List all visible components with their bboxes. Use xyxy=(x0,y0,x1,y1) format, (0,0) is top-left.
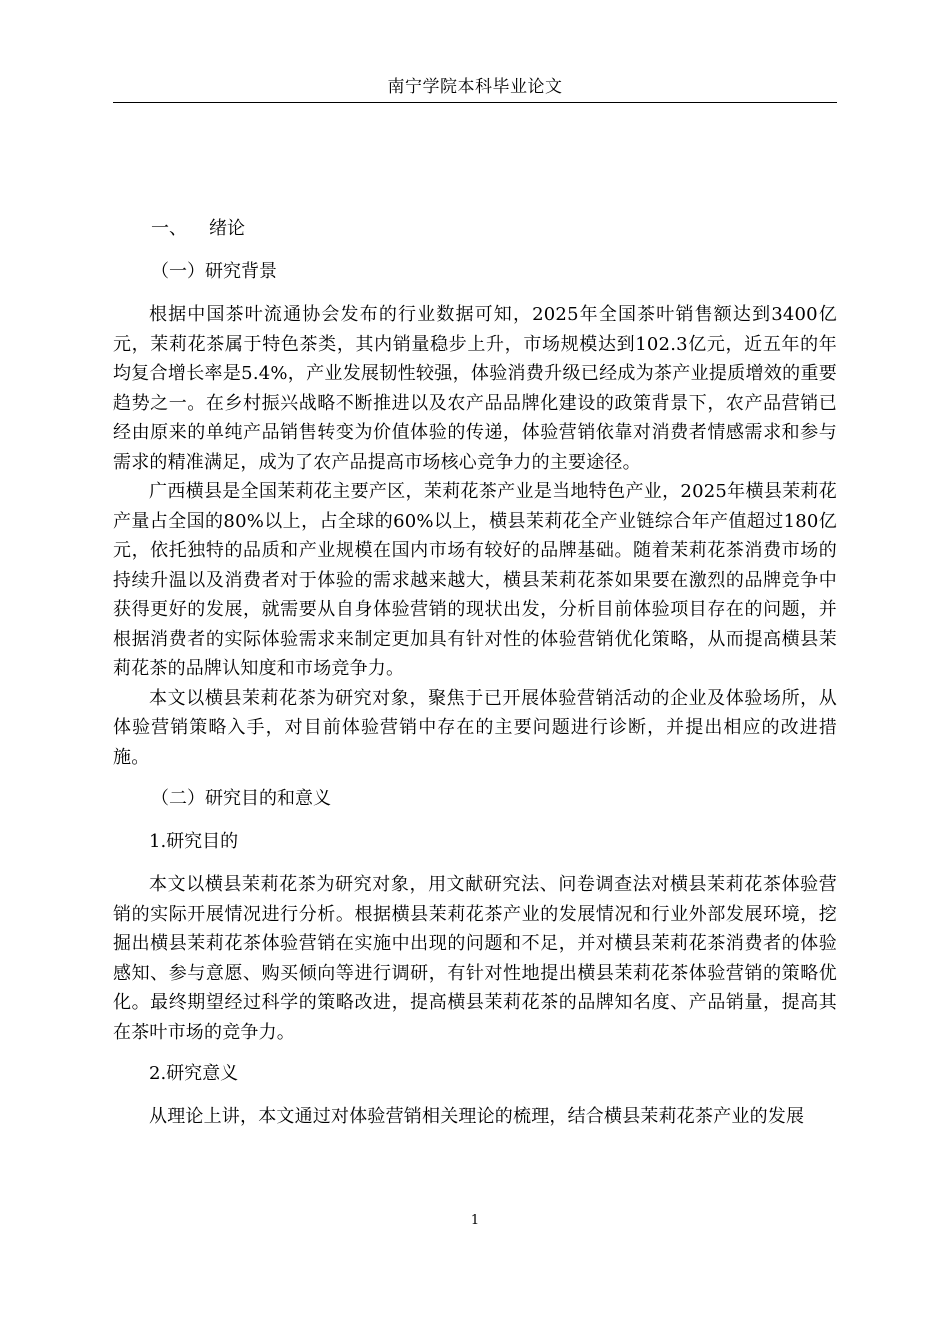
document-body xyxy=(113,214,837,1132)
page-number: 1 xyxy=(470,1213,480,1228)
subsection-heading-background: （一）研究背景 xyxy=(151,261,277,282)
paragraph-background-1: 根据中国茶叶流通协会发布的行业数据可知，2025年全国茶叶销售额达到3400亿元，茉莉花茶属于特色茶类，其内销量稳步上升，市场规模达到102.3亿元，近五年的年均复合增长率是5.4%，产业发展韧性较强，体验消费升级已经成为茶产业提质增效的重要趋势之一。在乡村振兴战略不断推进以及农产品品牌化建设的政策背景下，农产品营销已经由原来的单纯产品销售转变为价值体验的传递，体验营销依靠对消费者情感需求和参与需求的精准满足，成为了农产品提高市场核心竞争力的主要途径。 xyxy=(113,304,837,473)
paragraph-background-2: 广西横县是全国茉莉花主要产区，茉莉花茶产业是当地特色产业，2025年横县茉莉花产量占全国的80%以上，占全球的60%以上，横县茉莉花全产业链综合年产值超过180亿元，依托独特的品质和产业规模在国内市场有较好的品牌基础。随着茉莉花茶消费市场的持续升温以及消费者对于体验的需求越来越大，横县茉莉花茶如果要在激烈的品牌竞争中获得更好的发展，就需要从自身体验营销的现状出发，分析目前体验项目存在的问题，并根据消费者的实际体验需求来制定更加具有针对性的体验营销优化策略，从而提高横县茉莉花茶的品牌认知度和市场竞争力。 xyxy=(113,481,837,679)
header-divider xyxy=(113,102,837,103)
subsection-heading-purpose-significance: （二）研究目的和意义 xyxy=(151,788,331,809)
paragraph-purpose: 本文以横县茉莉花茶为研究对象，用文献研究法、问卷调查法对横县茉莉花茶体验营销的实际开展情况进行分析。根据横县茉莉花茶产业的发展情况和行业外部发展环境，挖掘出横县茉莉花茶体验营销在实施中出现的问题和不足，并对横县茉莉花茶消费者的体验感知、参与意愿、购买倾向等进行调研，有针对性地提出横县茉莉花茶体验营销的策略优化。最终期望经过科学的策略改进，提高横县茉莉花茶的品牌知名度、产品销量，提高其在茶叶市场的竞争力。 xyxy=(113,874,837,1043)
paragraph-significance: 从理论上讲，本文通过对体验营销相关理论的梳理，结合横县茉莉花茶产业的发展 xyxy=(149,1106,805,1127)
running-header: 南宁学院本科毕业论文 xyxy=(387,77,563,97)
paragraph-background-3: 本文以横县茉莉花茶为研究对象，聚焦于已开展体验营销活动的企业及体验场所，从体验营销策略入手，对目前体验营销中存在的主要问题进行诊断，并提出相应的改进措施。 xyxy=(113,687,837,768)
item-heading-purpose: 1.研究目的 xyxy=(149,831,239,852)
item-heading-significance: 2.研究意义 xyxy=(149,1063,239,1084)
section-number: 一、 xyxy=(151,218,187,239)
section-heading-introduction xyxy=(113,214,837,244)
section-title: 绪论 xyxy=(209,218,245,239)
